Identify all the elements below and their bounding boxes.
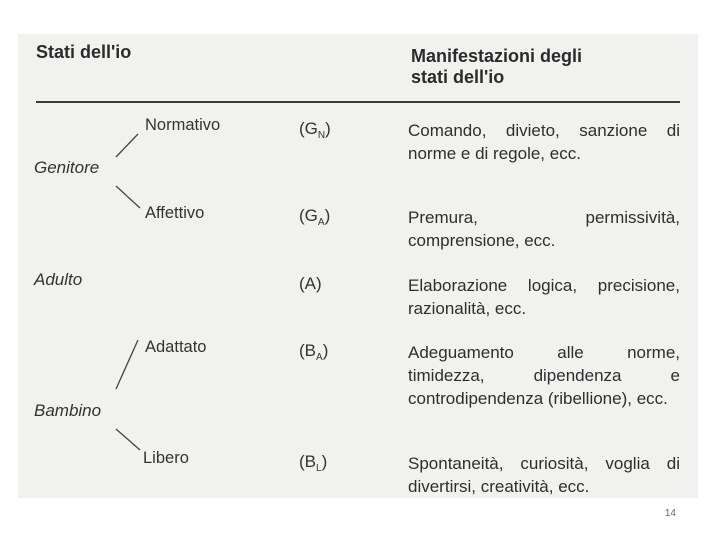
description-normativo: Comando, divieto, sanzione di norme e di regole, ecc.	[408, 121, 680, 163]
branch-genitore-affettivo	[116, 186, 140, 208]
symbol-a: (A)	[299, 274, 322, 293]
branch-bambino-libero	[116, 429, 140, 450]
symbol-gn: $(G_N)$	[299, 119, 331, 141]
sub-state-affettivo: Affettivo	[145, 204, 205, 222]
header-manifestations-line2: stati dell'io	[411, 67, 505, 87]
sub-state-libero: Libero	[143, 449, 189, 467]
state-adulto: Adulto	[34, 270, 83, 289]
branch-bambino-adattato	[116, 340, 138, 389]
description-affettivo: Premura, permissività, comprensione, ecc.	[408, 208, 680, 250]
sub-state-normativo: Normativo	[145, 116, 221, 134]
scanned-table	[18, 34, 698, 498]
description-adulto: Elaborazione logica, precisione, razionalità, ecc.	[408, 276, 680, 318]
page-number: 14	[664, 508, 676, 519]
state-genitore: Genitore	[34, 158, 100, 177]
branch-lines	[18, 34, 698, 498]
symbol-ga: $(G_A)$	[299, 206, 331, 228]
description-libero: Spontaneità, curiosità, voglia di divertirsi, creatività, ecc.	[408, 454, 680, 496]
sub-state-adattato: Adattato	[145, 338, 207, 356]
header-states: Stati dell'io	[36, 42, 132, 62]
branch-genitore-normativo	[116, 134, 138, 157]
symbol-bl: $(B_L)$	[299, 452, 328, 474]
header-manifestations-line1: Manifestazioni degli	[411, 46, 583, 66]
description-adattato: Adeguamento alle norme, timidezza, dipendenza e controdipendenza (ribellione), ecc.	[408, 343, 680, 408]
symbol-ba: $(B_A)$	[299, 341, 329, 363]
state-bambino: Bambino	[34, 401, 102, 420]
